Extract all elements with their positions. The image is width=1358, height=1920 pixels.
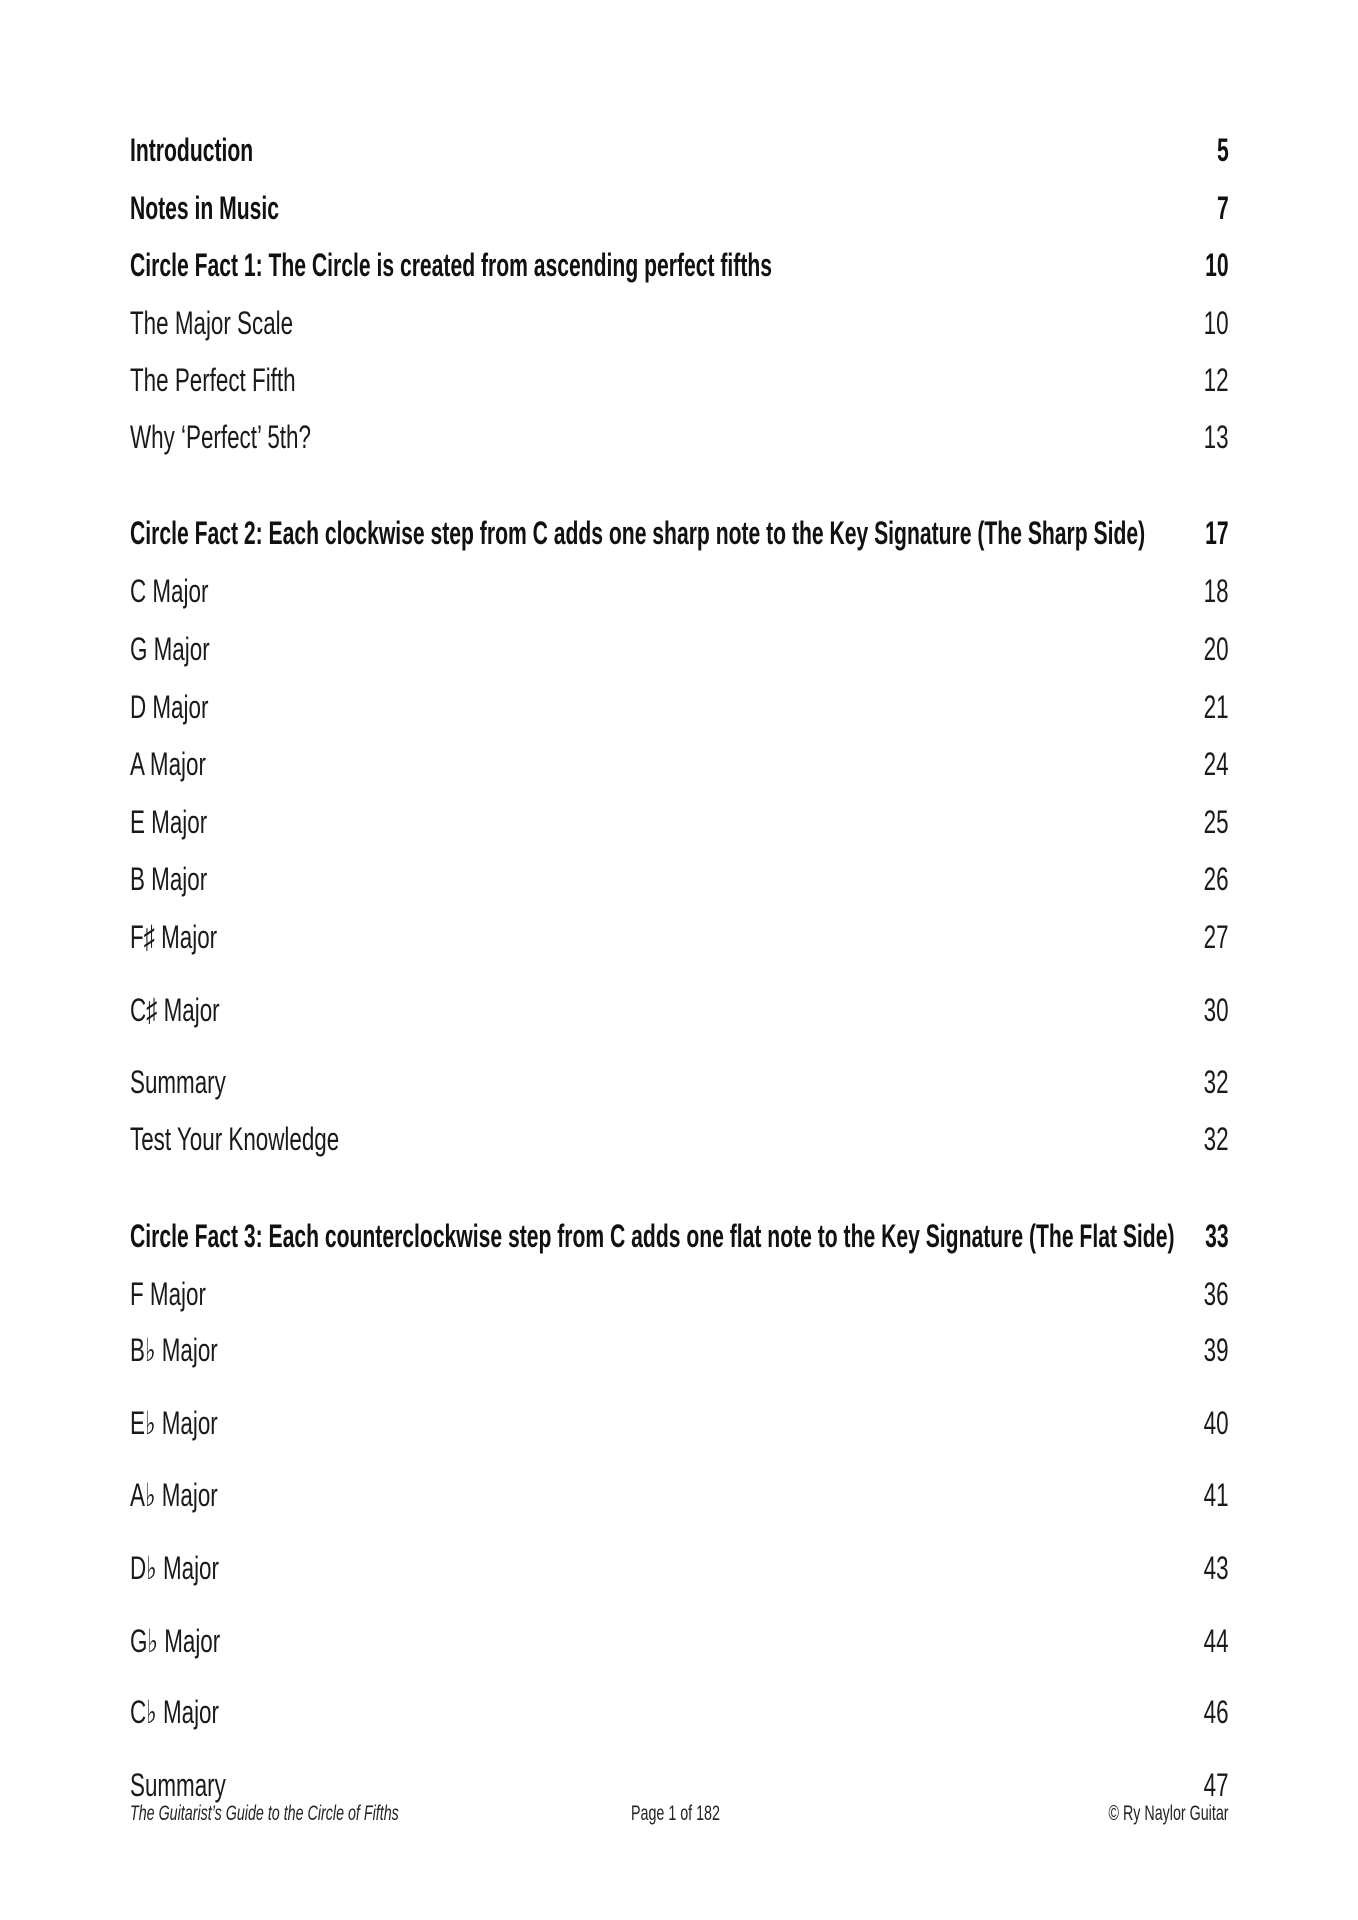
toc-entry-flat-summary[interactable]	[130, 1765, 1229, 1805]
toc-entry-d-major[interactable]	[130, 687, 1229, 727]
toc-entry-page: 44	[1204, 1623, 1229, 1659]
toc-entry-title: Circle Fact 1: The Circle is created from ascending perfect fifths	[130, 247, 773, 283]
toc-entry-major-scale[interactable]	[130, 303, 1229, 343]
toc-entry-page: 10	[1204, 305, 1229, 341]
toc-entry-page: 33	[1205, 1218, 1229, 1254]
toc-entry-page: 18	[1204, 573, 1229, 609]
toc-entry-notes-in-music[interactable]	[130, 188, 1229, 228]
toc-entry-title: Test Your Knowledge	[130, 1121, 340, 1157]
toc-entry-page: 21	[1204, 689, 1229, 725]
toc-entry-title: C♯ Major	[130, 992, 220, 1028]
toc-entry-page: 24	[1204, 746, 1229, 782]
toc-entry-page: 10	[1205, 247, 1229, 283]
toc-entry-page: 20	[1204, 631, 1229, 667]
toc-entry-test-your-knowledge[interactable]	[130, 1119, 1229, 1159]
toc-entry-b-major[interactable]	[130, 859, 1229, 899]
toc-entry-title: Summary	[130, 1064, 226, 1100]
toc-entry-page: 26	[1204, 861, 1229, 897]
toc-entry-page: 32	[1204, 1121, 1229, 1157]
toc-entry-title: G♭ Major	[130, 1623, 221, 1659]
toc-entry-c-sharp-major[interactable]	[130, 990, 1229, 1030]
toc-entry-e-flat-major[interactable]	[130, 1403, 1229, 1443]
toc-entry-page: 17	[1205, 515, 1229, 551]
page-footer	[130, 1800, 1229, 1828]
toc-entry-page: 13	[1204, 419, 1229, 455]
toc-entry-page: 30	[1204, 992, 1229, 1028]
toc-entry-f-major[interactable]	[130, 1274, 1229, 1314]
toc-entry-circle-fact-3[interactable]	[130, 1176, 1229, 1256]
toc-entry-perfect-fifth[interactable]	[130, 360, 1229, 400]
toc-entry-title: A Major	[130, 746, 206, 782]
toc-entry-a-flat-major[interactable]	[130, 1475, 1229, 1515]
toc-entry-c-flat-major[interactable]	[130, 1692, 1229, 1732]
toc-entry-page: 7	[1217, 190, 1229, 226]
toc-entry-b-flat-major[interactable]	[130, 1330, 1229, 1370]
toc-entry-page: 39	[1204, 1332, 1229, 1368]
toc-entry-title: The Major Scale	[130, 305, 294, 341]
toc-entry-page: 12	[1204, 362, 1229, 398]
toc-entry-title: F Major	[130, 1276, 206, 1312]
footer-copyright: © Ry Naylor Guitar	[1108, 1802, 1229, 1825]
toc-entry-circle-fact-1[interactable]	[130, 245, 1229, 285]
toc-entry-page: 43	[1204, 1550, 1229, 1586]
toc-entry-page: 40	[1204, 1405, 1229, 1441]
toc-entry-e-major[interactable]	[130, 802, 1229, 842]
footer-book-title: The Guitarist’s Guide to the Circle of Fifths	[130, 1802, 399, 1825]
toc-entry-title: Circle Fact 3: Each counterclockwise step from C adds one flat note to the Key Signature (The Flat Side)	[130, 1218, 1175, 1254]
toc-entry-g-major[interactable]	[130, 629, 1229, 669]
toc-entry-title: F♯ Major	[130, 919, 218, 955]
toc-entry-page: 27	[1204, 919, 1229, 955]
toc-entry-title: E♭ Major	[130, 1405, 218, 1441]
toc-entry-page: 5	[1217, 132, 1229, 168]
toc-entry-why-perfect-5th[interactable]	[130, 417, 1229, 457]
toc-entry-page: 32	[1204, 1064, 1229, 1100]
toc-entry-title: A♭ Major	[130, 1477, 218, 1513]
toc-entry-sharp-summary[interactable]	[130, 1062, 1229, 1102]
toc-entry-circle-fact-2[interactable]	[130, 473, 1229, 553]
toc-entry-title: Why ‘Perfect’ 5th?	[130, 419, 311, 455]
toc-entry-title: Summary	[130, 1767, 226, 1803]
toc-entry-introduction[interactable]	[130, 130, 1229, 170]
toc-entry-title: D♭ Major	[130, 1550, 219, 1586]
toc-entry-title: E Major	[130, 804, 208, 840]
toc-entry-title: C♭ Major	[130, 1694, 219, 1730]
toc-entry-page: 36	[1204, 1276, 1229, 1312]
toc-entry-title: C Major	[130, 573, 209, 609]
toc-entry-page: 25	[1204, 804, 1229, 840]
toc-entry-title: Introduction	[130, 132, 254, 168]
toc-entry-c-major[interactable]	[130, 571, 1229, 611]
toc-entry-page: 46	[1204, 1694, 1229, 1730]
toc-entry-title: B Major	[130, 861, 208, 897]
toc-entry-title: G Major	[130, 631, 210, 667]
toc-entry-page: 47	[1204, 1767, 1229, 1803]
footer-page-count: Page 1 of 182	[631, 1802, 720, 1825]
toc-entry-g-flat-major[interactable]	[130, 1621, 1229, 1661]
toc-entry-f-sharp-major[interactable]	[130, 917, 1229, 957]
toc-entry-page: 41	[1204, 1477, 1229, 1513]
toc-entry-title: The Perfect Fifth	[130, 362, 296, 398]
toc-entry-a-major[interactable]	[130, 744, 1229, 784]
toc-entry-d-flat-major[interactable]	[130, 1548, 1229, 1588]
toc-entry-title: B♭ Major	[130, 1332, 218, 1368]
toc-entry-title: Notes in Music	[130, 190, 280, 226]
toc-entry-title: Circle Fact 2: Each clockwise step from C adds one sharp note to the Key Signature (The Sharp Side)	[130, 515, 1146, 551]
toc-entry-title: D Major	[130, 689, 209, 725]
